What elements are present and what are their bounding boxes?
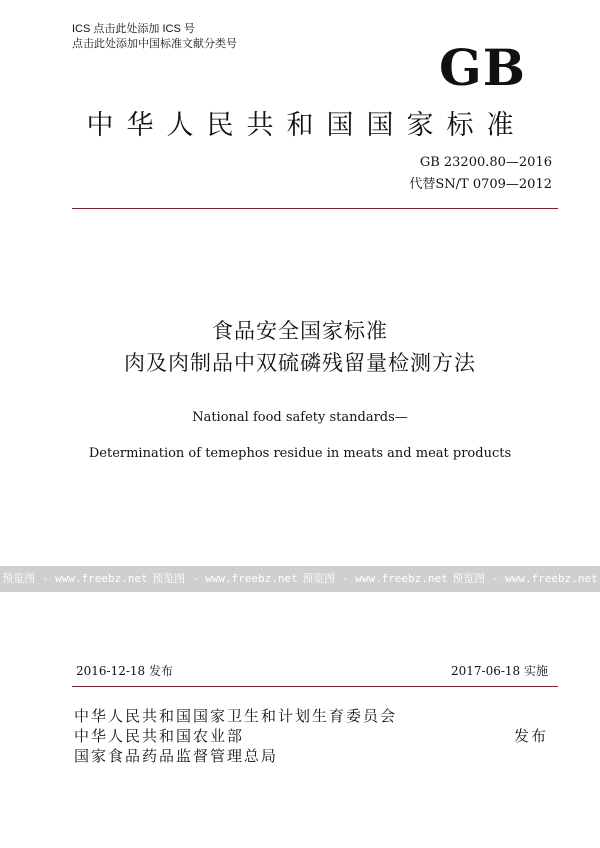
publisher: 中华人民共和国农业部 xyxy=(74,727,245,745)
watermark-band xyxy=(0,566,600,592)
standard-code-block xyxy=(409,152,552,196)
watermark-text: 预览图 - www.freebz.net xyxy=(2,572,148,585)
watermark-text: 预览图 - www.freebz.net xyxy=(302,572,448,585)
ics-placeholder[interactable]: ICS 点击此处添加 ICS 号 xyxy=(72,23,195,35)
publishers-list xyxy=(74,706,397,766)
issue-date: 2016-12-18 发布 xyxy=(76,664,174,678)
publisher: 国家食品药品监督管理总局 xyxy=(74,747,279,765)
bottom-divider xyxy=(72,686,558,687)
national-standard-heading: 中华人民共和国国家标准 xyxy=(86,110,527,141)
watermark-text: 预览图 - www.freebz.net xyxy=(152,572,298,585)
chinese-title-line1: 食品安全国家标准 xyxy=(212,319,388,343)
ics-block xyxy=(72,22,237,52)
replaced-standard: 代替SN/T 0709—2012 xyxy=(409,177,552,192)
gb-logo: GB xyxy=(439,38,526,97)
publish-label: 发布 xyxy=(513,727,548,745)
top-divider xyxy=(72,208,558,209)
english-title-line2: Determination of temephos residue in meats and meat products xyxy=(88,446,512,461)
chinese-title-line2: 肉及肉制品中双硫磷残留量检测方法 xyxy=(124,351,476,375)
ccs-placeholder[interactable]: 点击此处添加中国标准文献分类号 xyxy=(72,38,237,50)
publisher: 中华人民共和国国家卫生和计划生育委员会 xyxy=(74,707,398,725)
watermark-text: 预览图 - www.freebz.net xyxy=(452,572,598,585)
standard-code: GB 23200.80—2016 xyxy=(419,155,552,170)
implementation-date: 2017-06-18 实施 xyxy=(450,664,548,678)
chinese-title xyxy=(0,315,600,379)
english-title-line1: National food safety standards— xyxy=(192,410,408,425)
